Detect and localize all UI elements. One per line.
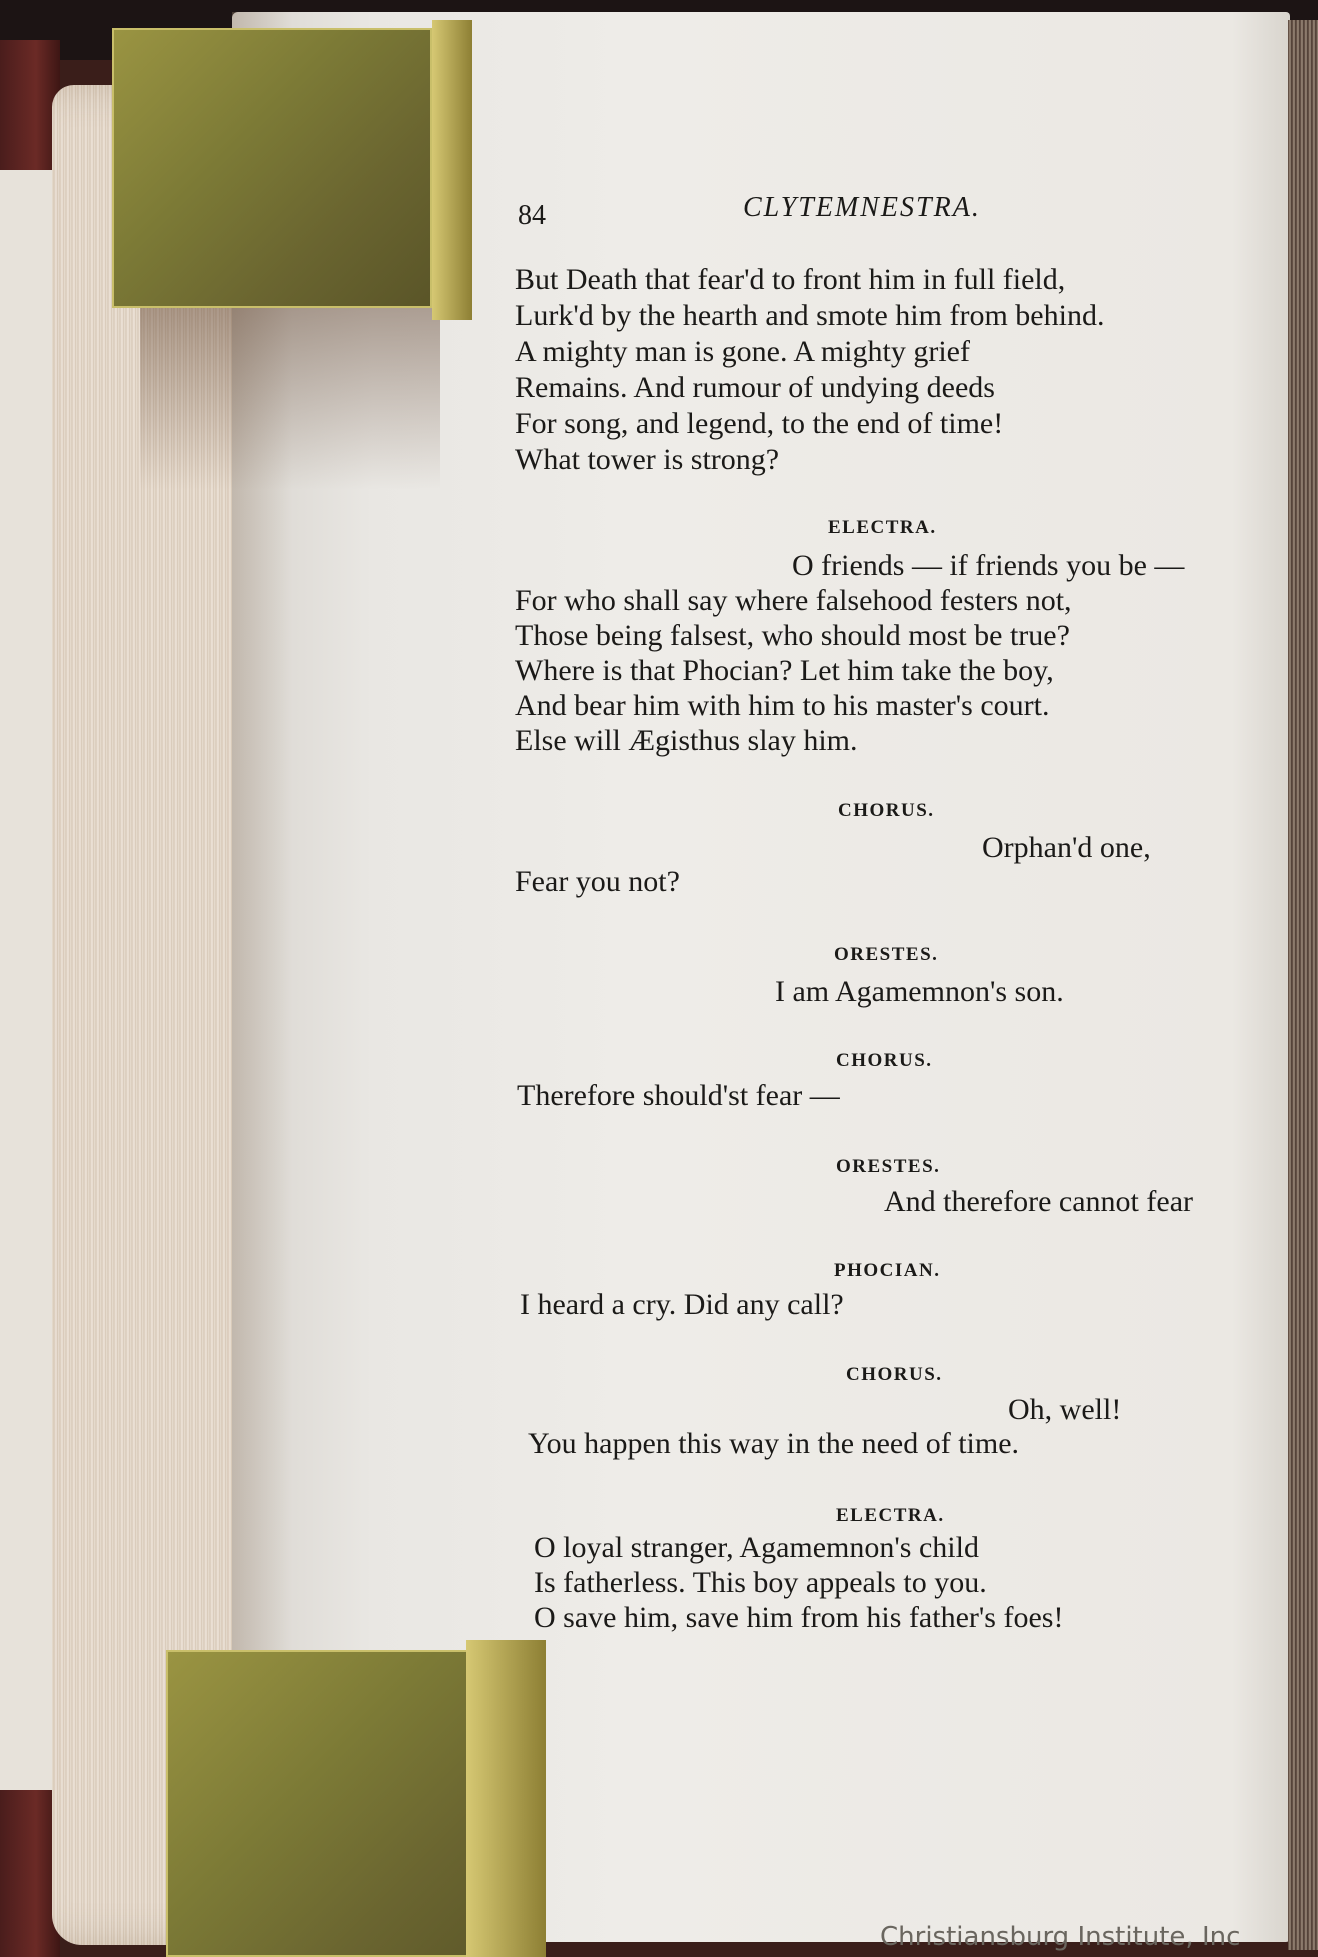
verse-line: Where is that Phocian? Let him take the boy, xyxy=(515,654,1054,687)
verse-line: A mighty man is gone. A mighty grief xyxy=(515,335,970,368)
verse-line: What tower is strong? xyxy=(515,443,780,476)
verse-line: Therefore should'st fear — xyxy=(517,1079,840,1112)
speaker-name: CHORUS. xyxy=(838,800,935,821)
verse-line: And bear him with him to his master's court. xyxy=(515,689,1050,722)
verse-line: For song, and legend, to the end of time! xyxy=(515,407,1004,440)
verse-line: Is fatherless. This boy appeals to you. xyxy=(534,1566,987,1599)
verse-line: Oh, well! xyxy=(1008,1393,1122,1426)
verse-line: Lurk'd by the hearth and smote him from behind. xyxy=(515,299,1105,332)
page-number: 84 xyxy=(518,200,546,231)
verse-line: Fear you not? xyxy=(515,865,680,898)
verse-line: I am Agamemnon's son. xyxy=(775,975,1064,1008)
speaker-name: ORESTES. xyxy=(834,944,939,965)
verse-line: You happen this way in the need of time. xyxy=(528,1427,1020,1460)
watermark: Christiansburg Institute, Inc xyxy=(880,1922,1241,1952)
verse-line: O save him, save him from his father's foes! xyxy=(534,1601,1064,1634)
page-clip-bottom xyxy=(166,1650,546,1957)
verse-line: For who shall say where falsehood festers not, xyxy=(515,584,1072,617)
clip-side xyxy=(432,20,472,320)
verse-line: And therefore cannot fear xyxy=(884,1185,1193,1218)
clip-side xyxy=(466,1640,546,1957)
verse-line: Those being falsest, who should most be true? xyxy=(515,619,1070,652)
speaker-name: ELECTRA. xyxy=(828,517,937,538)
verse-line: Remains. And rumour of undying deeds xyxy=(515,371,995,404)
verse-line: But Death that fear'd to front him in full field, xyxy=(515,263,1066,296)
verse-line: O friends — if friends you be — xyxy=(792,549,1185,582)
page-fore-edge xyxy=(1288,20,1318,1950)
speaker-name: CHORUS. xyxy=(846,1364,943,1385)
page-clip-top xyxy=(112,28,432,308)
verse-line: O loyal stranger, Agamemnon's child xyxy=(534,1531,979,1564)
speaker-name: CHORUS. xyxy=(836,1050,933,1071)
speaker-name: ORESTES. xyxy=(836,1156,941,1177)
running-head: CLYTEMNESTRA. xyxy=(743,192,981,223)
verse-line: I heard a cry. Did any call? xyxy=(520,1288,844,1321)
speaker-name: ELECTRA. xyxy=(836,1505,945,1526)
endpaper xyxy=(0,170,52,1790)
speaker-name: PHOCIAN. xyxy=(834,1260,941,1281)
verse-line: Else will Ægisthus slay him. xyxy=(515,724,858,757)
clip-shadow xyxy=(140,300,440,490)
verse-line: Orphan'd one, xyxy=(982,831,1151,864)
